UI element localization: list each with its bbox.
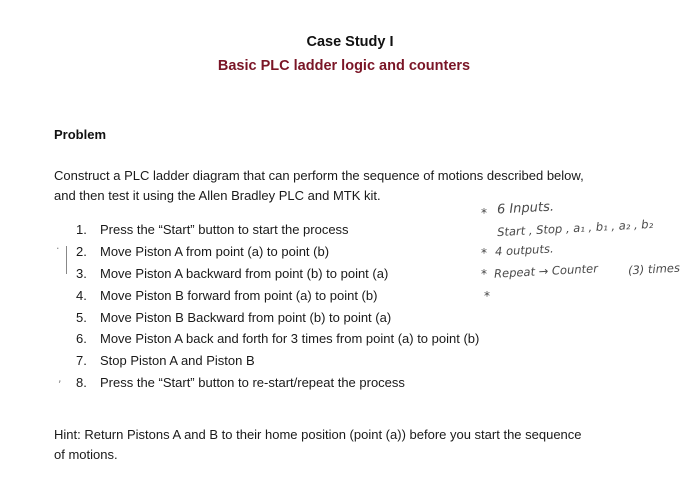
step-number: 2. (76, 243, 87, 259)
list-item (76, 372, 479, 394)
motion-steps-list (76, 219, 479, 394)
step-number: 5. (76, 309, 87, 325)
step-text: Move Piston A from point (a) to point (b) (100, 243, 330, 259)
margin-tick-mark: , (58, 372, 62, 385)
step-text: Move Piston A backward from point (b) to point (a) (100, 265, 389, 281)
step-text: Press the “Start” button to re-start/repeat the process (100, 375, 405, 391)
step-number: 7. (76, 353, 87, 369)
margin-dot-mark: · (56, 242, 60, 255)
step-number: 4. (76, 287, 87, 303)
star-mark: * (481, 246, 487, 260)
step-text: Press the “Start” button to start the process (100, 222, 349, 237)
hint-line: of motions. (54, 447, 118, 462)
case-study-subtitle: Basic PLC ladder logic and counters (217, 58, 471, 74)
hint-paragraph (54, 425, 664, 465)
step-number: 3. (76, 265, 87, 281)
list-item (76, 219, 479, 241)
list-item (76, 328, 479, 350)
note-inputs-list: Start , Stop , a₁ , b₁ , a₂ , b₂ (496, 216, 654, 240)
step-number: 6. (76, 331, 87, 347)
margin-bracket-mark (66, 246, 69, 274)
note-inputs: 6 Inputs. (496, 199, 555, 218)
problem-statement-line: and then test it using the Allen Bradley PLC and MTK kit. (54, 188, 381, 203)
note-repeat-counter: Repeat → Counter (493, 261, 599, 281)
star-mark: * (481, 206, 487, 220)
list-item (76, 307, 479, 329)
step-text: Move Piston A back and forth for 3 times from point (a) to point (b) (100, 331, 480, 347)
step-number: 8. (76, 375, 87, 391)
list-item (76, 350, 479, 372)
step-text: Move Piston B Backward from point (b) to point (a) (100, 309, 392, 325)
list-item (76, 285, 479, 307)
problem-statement-line: Construct a PLC ladder diagram that can perform the sequence of motions described below, (54, 168, 584, 183)
step-text: Move Piston B forward from point (a) to point (b) (100, 287, 378, 303)
hint-line: Hint: Return Pistons A and B to their home position (point (a)) before you start the sequence (54, 427, 582, 442)
star-mark: * (484, 289, 490, 303)
problem-statement (54, 166, 654, 206)
case-study-title: Case Study I (306, 34, 394, 50)
note-times: (3) times (627, 260, 681, 278)
note-outputs: 4 outputs. (494, 241, 554, 259)
star-mark: * (481, 267, 487, 281)
step-number: 1. (76, 222, 87, 237)
list-item (76, 241, 479, 263)
list-item (76, 263, 479, 285)
problem-heading: Problem (54, 127, 107, 142)
step-text: Stop Piston A and Piston B (100, 353, 255, 369)
